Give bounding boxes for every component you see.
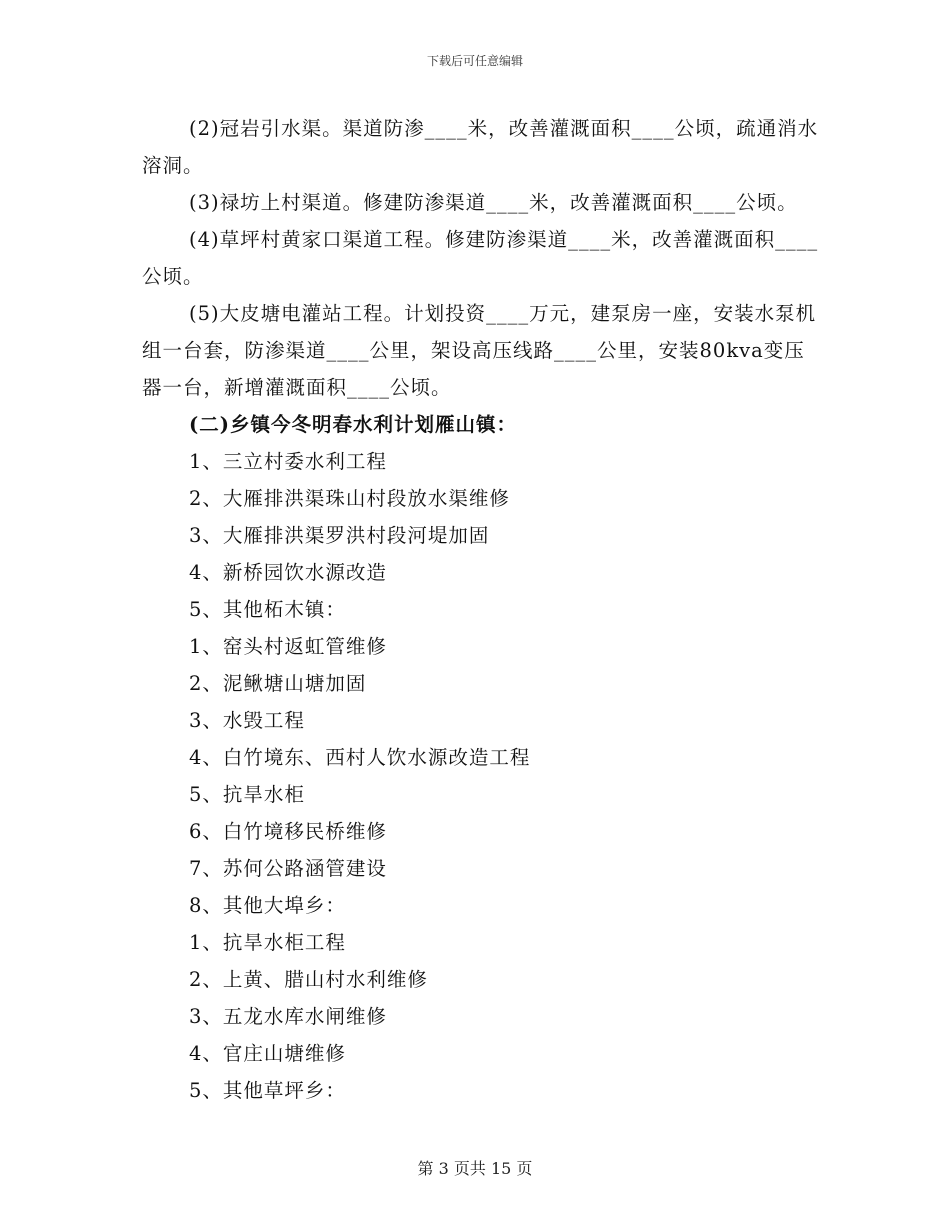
- list-item: 5、其他草坪乡：: [189, 1079, 346, 1102]
- list-item: 3、五龙水库水闸维修: [189, 1005, 387, 1028]
- list-item: 3、水毁工程: [189, 709, 305, 732]
- list-item: 2、泥鳅塘山塘加固: [189, 672, 367, 695]
- list-item: 8、其他大埠乡：: [189, 894, 346, 917]
- list-item: 6、白竹境移民桥维修: [189, 820, 387, 843]
- list-item: 5、其他柘木镇：: [189, 598, 346, 621]
- page-number: 第 3 页共 15 页: [417, 1159, 533, 1178]
- list-item: 1、三立村委水利工程: [189, 450, 387, 473]
- paragraph-4: (4)草坪村黄家口渠道工程。修建防渗渠道____米，改善灌溉面积____公顷。: [142, 228, 819, 288]
- list-item: 5、抗旱水柜: [189, 783, 305, 806]
- page-header: 下载后可任意编辑: [426, 54, 523, 68]
- paragraph-5: (5)大皮塘电灌站工程。计划投资____万元，建泵房一座，安装水泵机组一台套，防渗渠道____公里，架设高压线路____公里，安装80kva变压器一台，新增灌溉面积____公顷。: [142, 302, 817, 399]
- paragraph-3: (3)禄坊上村渠道。修建防渗渠道____米，改善灌溉面积____公顷。: [189, 191, 798, 214]
- paragraph-2: (2)冠岩引水渠。渠道防渗____米，改善灌溉面积____公顷，疏通消水溶洞。: [142, 117, 819, 177]
- list-item: 2、大雁排洪渠珠山村段放水渠维修: [189, 487, 510, 510]
- list-item: 7、苏何公路涵管建设: [189, 857, 387, 880]
- section-heading: (二)乡镇今冬明春水利计划雁山镇：: [189, 413, 517, 436]
- list-item: 1、窑头村返虹管维修: [189, 635, 387, 658]
- document-body: [142, 110, 822, 1109]
- list-item: 4、白竹境东、西村人饮水源改造工程: [189, 746, 531, 769]
- list-item: 1、抗旱水柜工程: [189, 931, 346, 954]
- list-item: 4、官庄山塘维修: [189, 1042, 346, 1065]
- list-item: 3、大雁排洪渠罗洪村段河堤加固: [189, 524, 490, 547]
- list-item: 2、上黄、腊山村水利维修: [189, 968, 428, 991]
- list-item: 4、新桥园饮水源改造: [189, 561, 387, 584]
